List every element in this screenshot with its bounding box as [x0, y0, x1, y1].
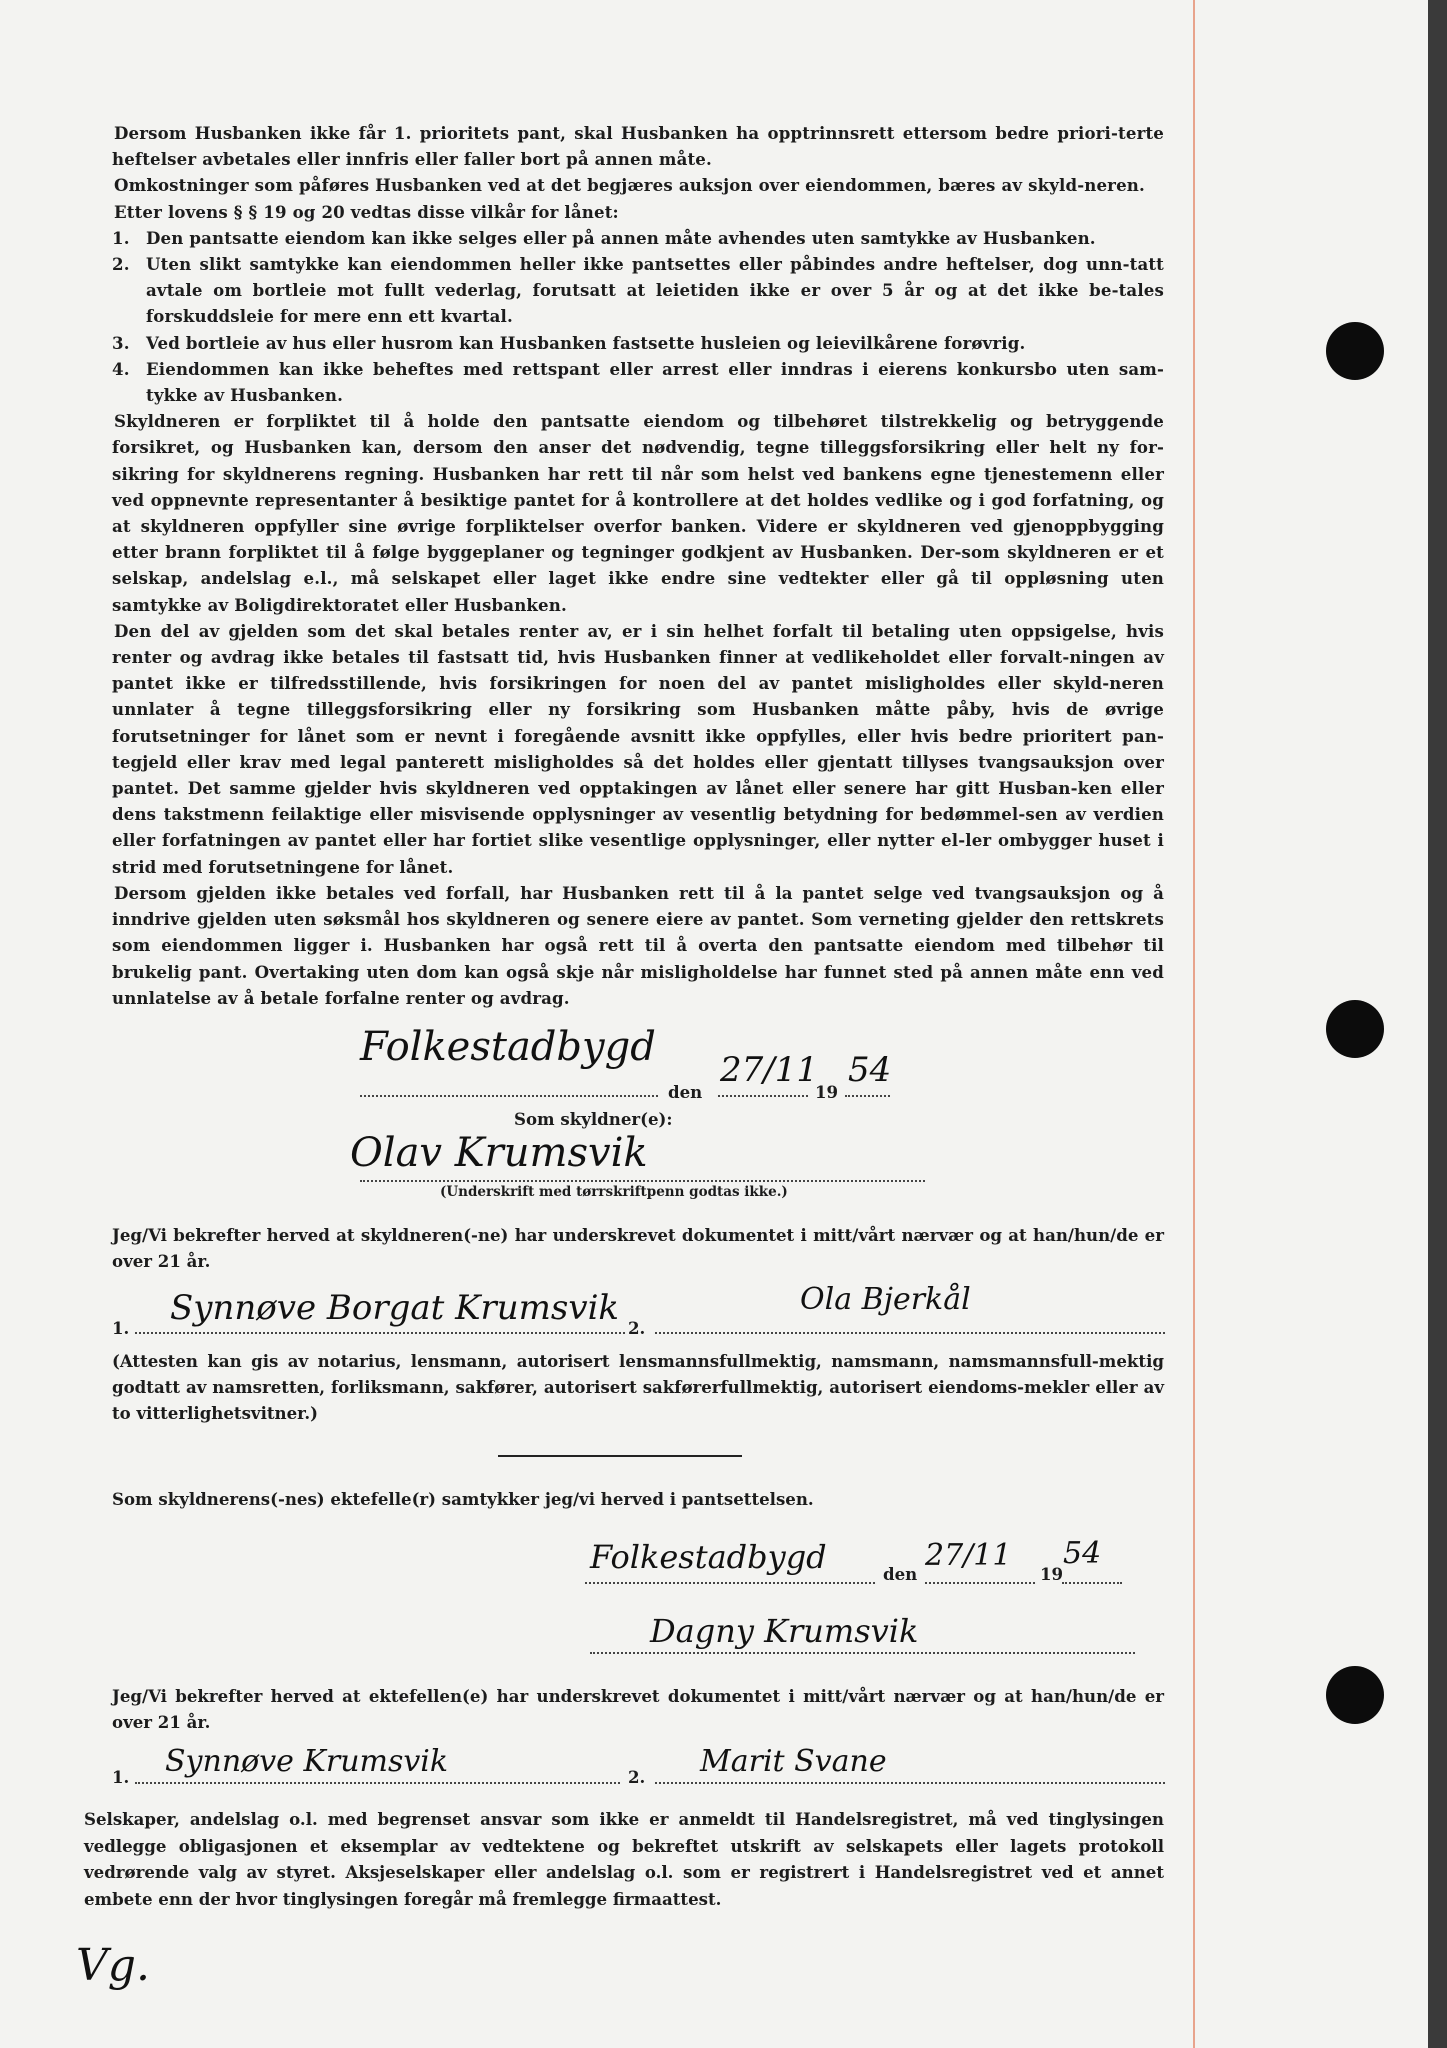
witness2-signature: Ola Bjerkål — [800, 1282, 971, 1317]
condition-item: 2. Uten slikt samtykke kan eiendommen heller ikke pantsettes eller påbindes andre heftelser, dog unn-tatt avtale om bortleie mot fullt vederlag, forutsatt at leietiden ikke er over 5 år og at det ikke be-tales forskuddsleie for mere enn ett kvartal. — [112, 254, 1164, 327]
spouse-witness1-signature: Synnøve Krumsvik — [165, 1744, 449, 1779]
company-note: Selskaper, andelslag o.l. med begrenset ansvar som ikke er anmeldt til Handelsregistret, må ved tinglysingen vedlegge obligasjonen et eksemplar av vedtektene og bekreftet utskrift av selskapets eller lagets protokoll vedrørende valg av styret. Aksjeselskaper eller andelslag o.l. som er registrert i Handelsregistret ved et annet embete enn der hvor tinglysingen foregår må fremlegge firmaattest. — [84, 1809, 1164, 1909]
spouse-date-signature: 27/11 — [925, 1538, 1012, 1573]
paragraph: Dersom Husbanken ikke får 1. prioritets pant, skal Husbanken ha opptrinnsrett ettersom bedre priori-terte heftelser avbetales eller innfris eller faller bort på annen måte. — [112, 123, 1164, 170]
initials-signature: Vg. — [76, 1940, 150, 1991]
condition-item: 3. Ved bortleie av hus eller husrom kan Husbanken fastsette husleien og leievilkårene forøvrig. — [112, 332, 1026, 353]
paragraph: Omkostninger som påføres Husbanken ved at det begjæres auksjon over eiendommen, bæres av skyld-neren. — [114, 175, 1145, 196]
attestation-note: (Attesten kan gis av notarius, lensmann, autorisert lensmannsfullmektig, namsmann, namsmannsfull-mektig godtatt av namsretten, forliksmann, sakfører, autorisert sakførerfullmektig, autorisert eiendoms-mekler eller av to vitterlighetsvitner.) — [112, 1351, 1164, 1423]
den-label: den — [668, 1082, 703, 1102]
loan-terms-text — [112, 120, 1164, 1011]
divider — [498, 1455, 742, 1457]
pen-note: (Underskrift med tørrskriftpenn godtas ikke.) — [440, 1184, 788, 1200]
condition-item: 4. Eiendommen kan ikke beheftes med rettspant eller arrest eller inndras i eierens konkursbo uten sam-tykke av Husbanken. — [112, 358, 1164, 406]
place-line — [360, 1095, 658, 1097]
spouse-witness2-line — [655, 1782, 1165, 1784]
witness1-line — [135, 1332, 625, 1334]
witness-number: 2. — [628, 1318, 646, 1338]
year-signature: 54 — [848, 1050, 892, 1090]
witness1-signature: Synnøve Borgat Krumsvik — [170, 1288, 620, 1328]
witness-number: 1. — [112, 1318, 130, 1338]
punch-hole — [1326, 1666, 1384, 1724]
witness2-line — [655, 1332, 1165, 1334]
paragraph: Etter lovens § § 19 og 20 vedtas disse vilkår for lånet: — [114, 201, 619, 222]
spouse-year-signature: 54 — [1063, 1536, 1102, 1571]
debtor-label: Som skyldner(e): — [514, 1109, 673, 1129]
spouse-place-signature: Folkestadbygd — [590, 1538, 827, 1576]
debtor-signature: Olav Krumsvik — [350, 1130, 648, 1176]
spouse-place-line — [585, 1582, 875, 1584]
condition-item: 1. Den pantsatte eiendom kan ikke selges eller på annen måte avhendes uten samtykke av Husbanken. — [112, 227, 1096, 248]
paragraph: Dersom gjelden ikke betales ved forfall, har Husbanken rett til å la pantet selge ved tvangsauksjon og å inndrive gjelden uten søksmål hos skyldneren og senere eiere av pantet. Som verneting gjelder den rettskrets som eiendommen ligger i. Husbanken har også rett til å overta den pantsatte eiendom med tilbehør til brukelig pant. Overtaking uten dom kan også skje når misligholdelse har funnet sted på annen måte enn ved unnlatelse av å betale forfalne renter og avdrag. — [112, 882, 1164, 1008]
year-prefix: 19 — [1040, 1564, 1064, 1584]
paragraph: Skyldneren er forpliktet til å holde den pantsatte eiendom og tilbehøret tilstrekkelig og betryggende forsikret, og Husbanken kan, dersom den anser det nødvendig, tegne tilleggsforsikring eller helt ny for-sikring for skyldnerens regning. Husbanken har rett til når som helst ved bankens egne tjenestemenn eller ved oppnevnte representanter å besiktige pantet for å kontrollere at det holdes vedlike og i god forfatning, og at skyldneren oppfyller sine øvrige forpliktelser overfor banken. Videre er skyldneren ved gjenoppbygging etter brann forpliktet til å følge byggeplaner og tegninger godkjent av Husbanken. Der-som skyldneren er et selskap, andelslag e.l., må selskapet eller laget ikke endre sine vedtekter eller gå til oppløsning uten samtykke av Boligdirektoratet eller Husbanken. — [112, 411, 1164, 615]
den-label: den — [883, 1564, 918, 1584]
year-prefix: 19 — [815, 1082, 839, 1102]
witness-statement: Jeg/Vi bekrefter herved at skyldneren(-ne) har underskrevet dokumentet i mitt/vårt nærvær og at han/hun/de er over 21 år. — [112, 1225, 1164, 1271]
punch-hole — [1326, 1000, 1384, 1058]
spouse-witness1-line — [135, 1782, 620, 1784]
margin-rule — [1193, 0, 1195, 2048]
spouse-consent: Som skyldnerens(-nes) ektefelle(r) samtykker jeg/vi herved i pantsettelsen. — [112, 1489, 814, 1509]
spouse-date-line — [925, 1582, 1035, 1584]
date-line — [718, 1095, 808, 1097]
spouse-witness2-signature: Marit Svane — [700, 1744, 887, 1779]
punch-hole — [1326, 322, 1384, 380]
year-line — [845, 1095, 890, 1097]
paragraph: Den del av gjelden som det skal betales renter av, er i sin helhet forfalt til betaling uten oppsigelse, hvis renter og avdrag ikke betales til fastsatt tid, hvis Husbanken finner at vedlikeholdet eller forvalt-ningen av pantet ikke er tilfredsstillende, hvis forsikringen for noen del av pantet misligholdes eller skyld-neren unnlater å tegne tilleggsforsikring eller ny forsikring som Husbanken måtte påby, hvis de øvrige forutsetninger for lånet som er nevnt i foregående avsnitt ikke oppfylles, eller hvis bedre prioritert pan-tegjeld eller krav med legal panterett misligholdes så det holdes eller gjentatt tillyses tvangsauksjon over pantet. Det samme gjelder hvis skyldneren ved opptakingen av lånet eller senere har gitt Husban-ken eller dens takstmenn feilaktige eller misvisende opplysninger av vesentlig betydning for bedømmel-sen av verdien eller forfatningen av pantet eller har fortiet slike vesentlige opplysninger, eller nytter el-ler ombygger huset i strid med forutsetningene for lånet. — [112, 620, 1164, 877]
place-signature: Folkestadbygd — [360, 1024, 656, 1070]
spouse-signature: Dagny Krumsvik — [650, 1612, 919, 1650]
spouse-year-line — [1062, 1582, 1122, 1584]
spouse-signature-line — [590, 1652, 1135, 1654]
spouse-witness-statement: Jeg/Vi bekrefter herved at ektefellen(e) har underskrevet dokumentet i mitt/vårt nærvær og at han/hun/de er over 21 år. — [112, 1686, 1164, 1732]
debtor-signature-line — [360, 1180, 925, 1182]
witness-number: 2. — [628, 1767, 646, 1787]
date-signature: 27/11 — [720, 1050, 818, 1090]
witness-number: 1. — [112, 1767, 130, 1787]
